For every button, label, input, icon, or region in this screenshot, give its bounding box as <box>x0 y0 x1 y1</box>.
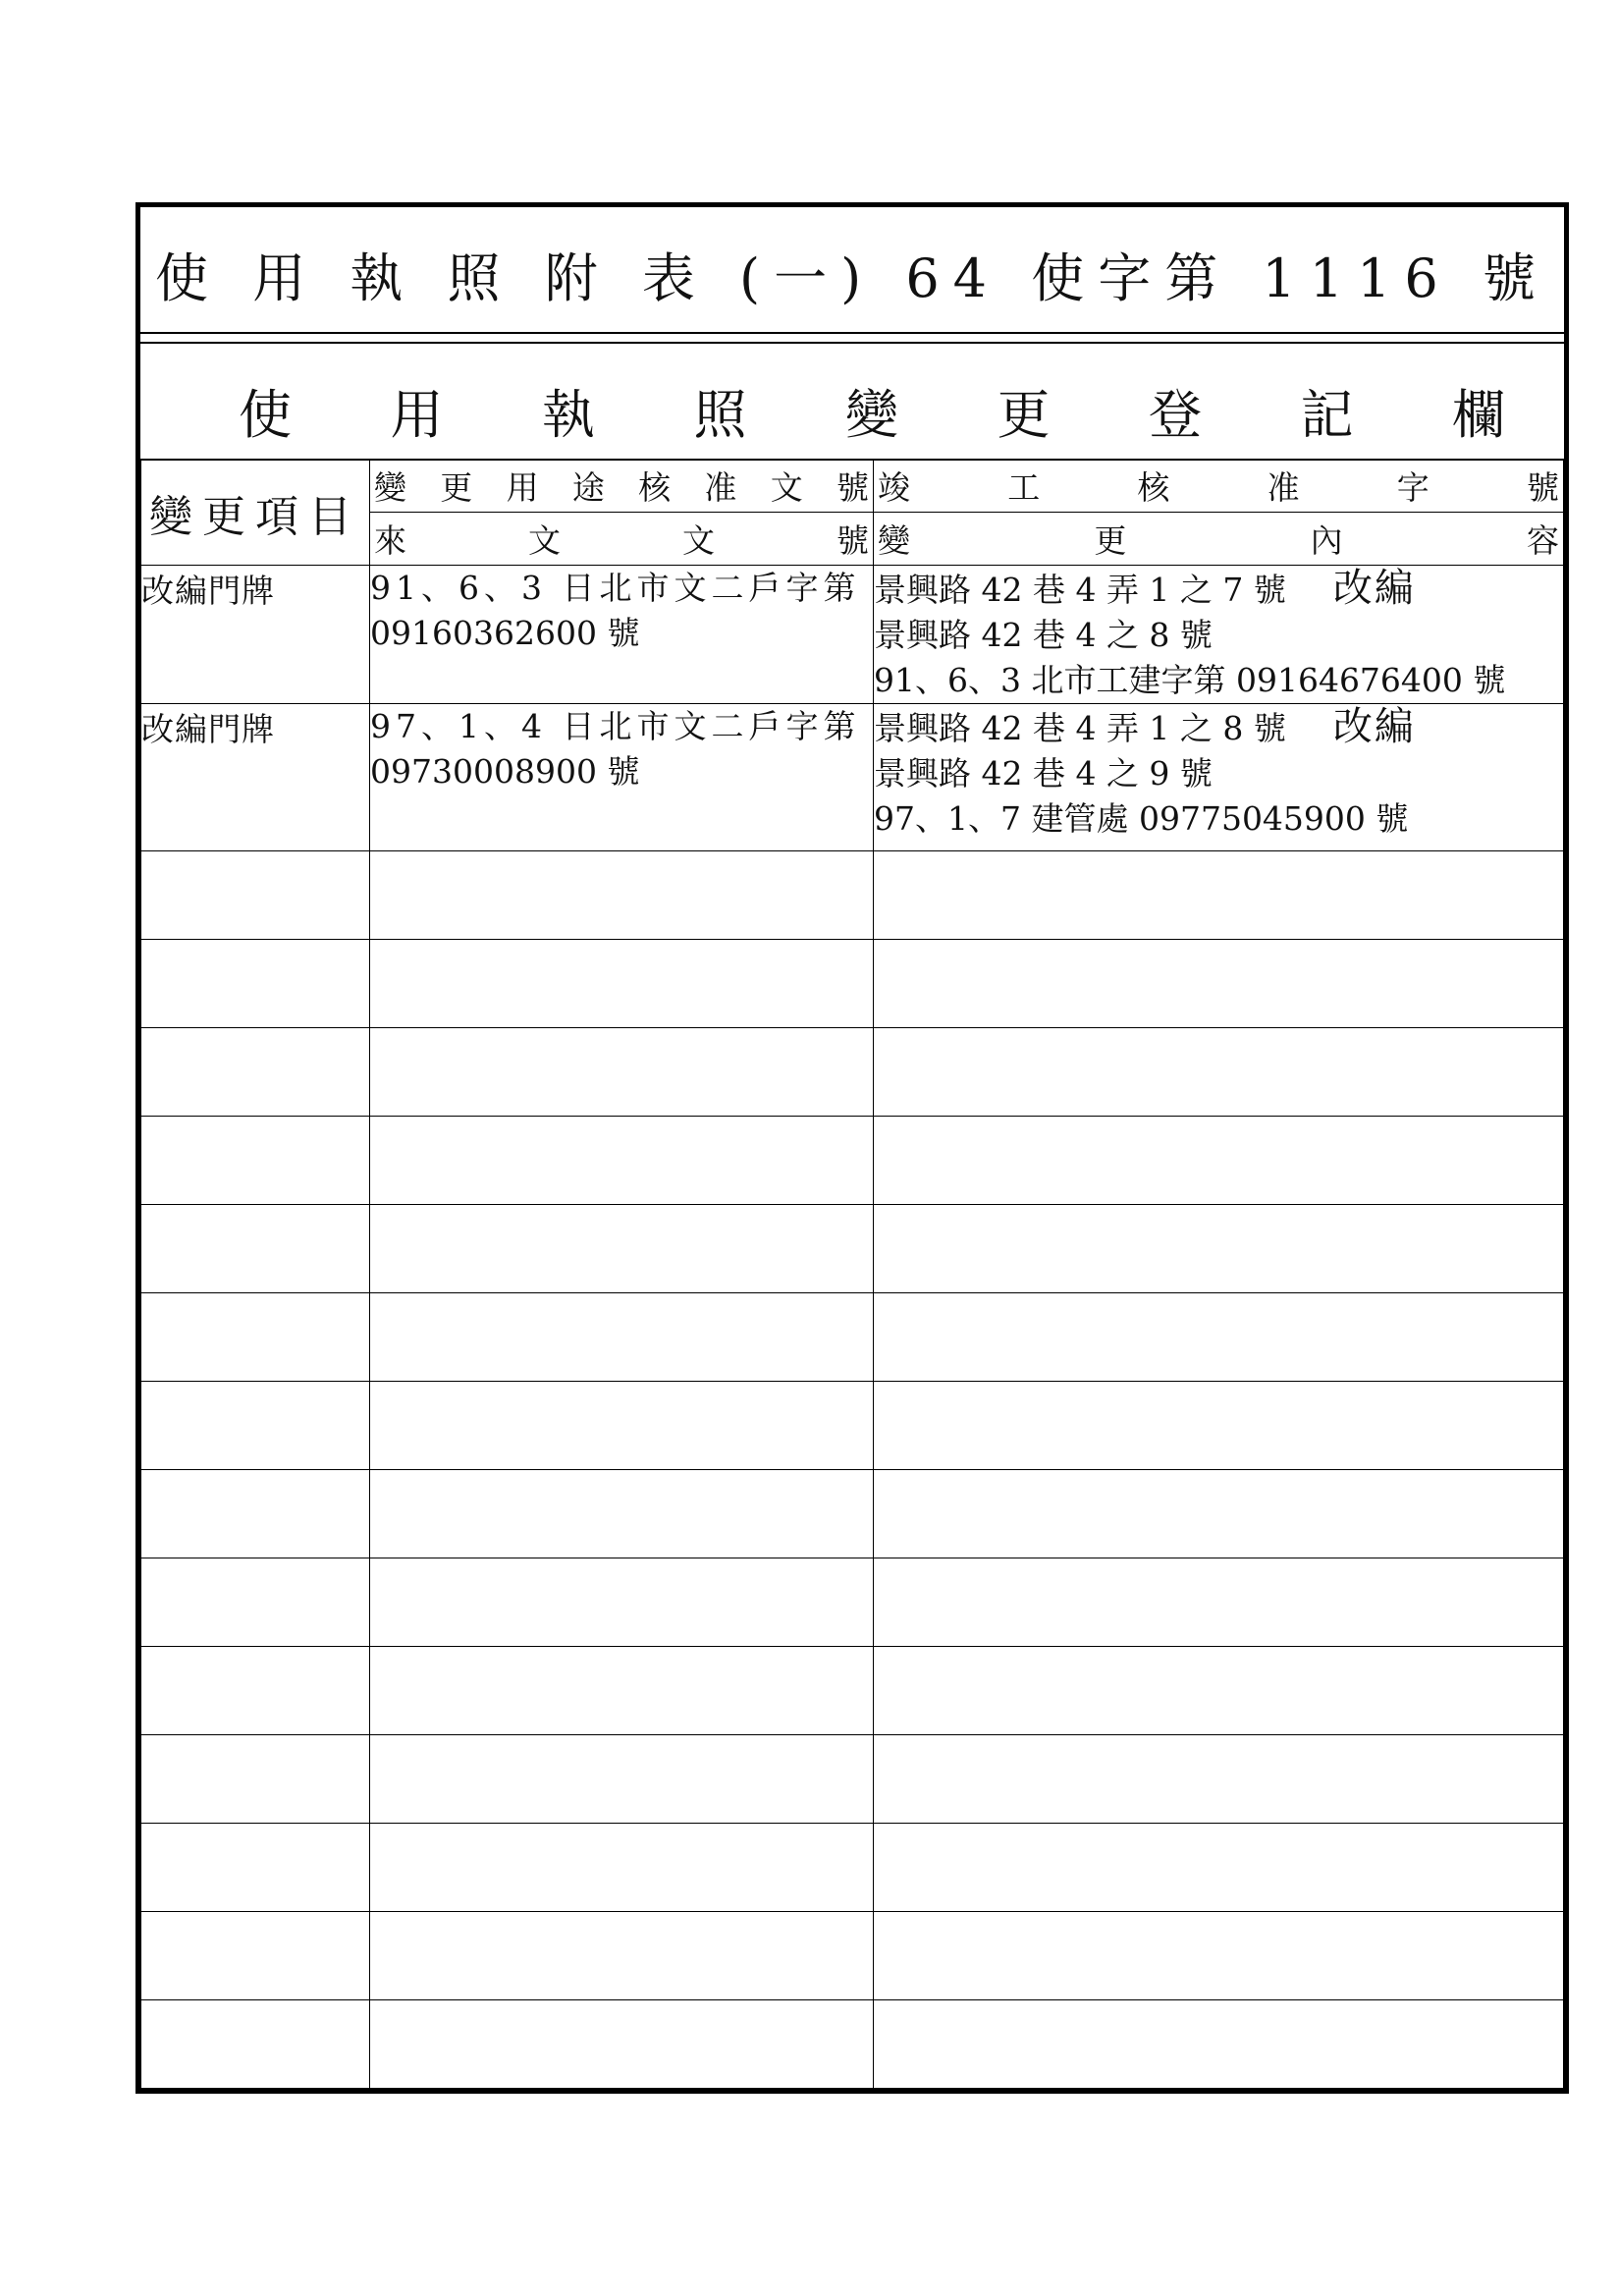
header-char: 途 <box>571 467 605 507</box>
header-char: 竣 <box>878 467 910 507</box>
form-subtitle <box>239 373 1505 449</box>
header-char: 更 <box>440 467 473 507</box>
change-approval-ref: 97、1、7 建管處 09775045900 號 <box>874 799 1409 838</box>
header-char: 變 <box>374 467 406 507</box>
empty-cell <box>141 1117 370 1205</box>
header-char: 號 <box>1526 467 1559 507</box>
change-address-old: 景興路 42 巷 4 弄 1 之 7 號 <box>874 571 1286 609</box>
empty-cell <box>874 1205 1564 1293</box>
empty-cell <box>370 1382 874 1470</box>
change-address-new: 景興路 42 巷 4 之 9 號 <box>874 754 1213 793</box>
empty-cell <box>370 940 874 1028</box>
empty-cell <box>874 1735 1564 1824</box>
reference-doc-line: 91、6、3 日北市文二戶字第 <box>370 569 861 607</box>
header-char: 更 <box>1094 520 1127 560</box>
subtitle-char: 執 <box>542 384 595 446</box>
empty-cell <box>874 1470 1564 1558</box>
header-char: 號 <box>836 467 869 507</box>
header-char: 文 <box>528 520 561 560</box>
empty-row <box>141 1912 1564 2000</box>
empty-cell <box>874 1558 1564 1647</box>
empty-cell <box>141 1735 370 1824</box>
empty-cell <box>141 1912 370 2000</box>
reference-doc-line: 09730008900 號 <box>370 752 640 791</box>
empty-cell <box>874 1824 1564 1912</box>
empty-cell <box>141 2000 370 2089</box>
empty-cell <box>141 1647 370 1735</box>
table-row <box>141 566 1564 704</box>
header-char: 號 <box>836 520 869 560</box>
empty-cell <box>874 940 1564 1028</box>
empty-cell <box>370 1824 874 1912</box>
empty-cell <box>370 1028 874 1117</box>
change-content-line <box>874 704 1563 751</box>
change-tag: 改編 <box>1332 566 1416 611</box>
header-char: 內 <box>1310 520 1343 560</box>
empty-cell <box>141 1028 370 1117</box>
reference-doc-cell <box>370 704 874 851</box>
empty-cell <box>874 851 1564 940</box>
change-address-old: 景興路 42 巷 4 弄 1 之 8 號 <box>874 709 1286 747</box>
empty-row <box>141 1647 1564 1735</box>
change-item-cell: 改編門牌 <box>141 704 370 851</box>
empty-cell <box>141 1293 370 1382</box>
form-subtitle-band <box>140 342 1564 461</box>
empty-cell <box>370 2000 874 2089</box>
form-title: 使 用 執 照 附 表 (一) 64 使字第 1116 號 <box>155 247 1549 309</box>
header-change-item: 變更項目 <box>141 460 370 566</box>
reference-doc-line: 09160362600 號 <box>370 614 640 652</box>
empty-cell <box>874 1028 1564 1117</box>
header-char: 工 <box>1007 467 1041 507</box>
empty-row <box>141 1205 1564 1293</box>
header-char: 文 <box>770 467 803 507</box>
empty-row <box>141 1558 1564 1647</box>
header-char: 容 <box>1526 520 1559 560</box>
subtitle-char: 照 <box>693 384 747 446</box>
header-char: 來 <box>374 520 406 560</box>
header-completion-approval <box>874 460 1564 513</box>
empty-row <box>141 1028 1564 1117</box>
header-char: 核 <box>638 467 672 507</box>
subtitle-char: 變 <box>845 384 898 446</box>
empty-cell <box>141 1824 370 1912</box>
empty-cell <box>874 1912 1564 2000</box>
header-char: 准 <box>1267 467 1300 507</box>
empty-cell <box>370 1735 874 1824</box>
empty-cell <box>141 1470 370 1558</box>
empty-cell <box>370 1912 874 2000</box>
empty-row <box>141 940 1564 1028</box>
empty-cell <box>370 1117 874 1205</box>
subtitle-char: 登 <box>1149 384 1202 446</box>
reference-doc-cell <box>370 566 874 704</box>
header-row-1 <box>141 460 1564 513</box>
empty-row <box>141 1735 1564 1824</box>
empty-row <box>141 1117 1564 1205</box>
subtitle-char: 更 <box>997 384 1051 446</box>
empty-row <box>141 1382 1564 1470</box>
header-char: 變 <box>878 520 910 560</box>
subtitle-char: 記 <box>1300 384 1354 446</box>
table-row <box>141 704 1564 851</box>
header-incoming-doc <box>370 513 874 566</box>
empty-row <box>141 1470 1564 1558</box>
header-char: 文 <box>682 520 715 560</box>
change-content-cell <box>874 704 1564 851</box>
empty-cell <box>370 1558 874 1647</box>
empty-cell <box>874 1382 1564 1470</box>
change-address-new: 景興路 42 巷 4 之 8 號 <box>874 616 1213 654</box>
header-char: 用 <box>506 467 539 507</box>
empty-cell <box>141 940 370 1028</box>
change-item-cell: 改編門牌 <box>141 566 370 704</box>
header-change-content <box>874 513 1564 566</box>
subtitle-char: 用 <box>390 384 444 446</box>
change-content-cell <box>874 566 1564 704</box>
form-title-band <box>140 207 1564 334</box>
empty-cell <box>874 1647 1564 1735</box>
empty-cell <box>370 1647 874 1735</box>
empty-cell <box>874 1117 1564 1205</box>
change-tag: 改編 <box>1332 704 1416 749</box>
empty-cell <box>141 1205 370 1293</box>
usage-permit-annex-form <box>135 202 1569 2094</box>
empty-cell <box>370 1205 874 1293</box>
empty-row <box>141 1293 1564 1382</box>
empty-cell <box>370 1293 874 1382</box>
change-approval-ref: 91、6、3 北市工建字第 09164676400 號 <box>874 661 1506 699</box>
header-char: 字 <box>1396 467 1429 507</box>
empty-cell <box>370 1470 874 1558</box>
empty-cell <box>874 2000 1564 2089</box>
empty-row <box>141 2000 1564 2089</box>
change-content-line <box>874 566 1563 613</box>
subtitle-char: 欄 <box>1452 384 1505 446</box>
empty-row <box>141 1824 1564 1912</box>
change-register-table <box>140 459 1564 2089</box>
header-approval-doc <box>370 460 874 513</box>
empty-cell <box>370 851 874 940</box>
header-char: 准 <box>704 467 737 507</box>
subtitle-char: 使 <box>239 384 292 446</box>
empty-cell <box>874 1293 1564 1382</box>
empty-cell <box>141 851 370 940</box>
empty-row <box>141 851 1564 940</box>
header-char: 核 <box>1137 467 1170 507</box>
reference-doc-line: 97、1、4 日北市文二戶字第 <box>370 707 861 745</box>
empty-cell <box>141 1558 370 1647</box>
empty-cell <box>141 1382 370 1470</box>
